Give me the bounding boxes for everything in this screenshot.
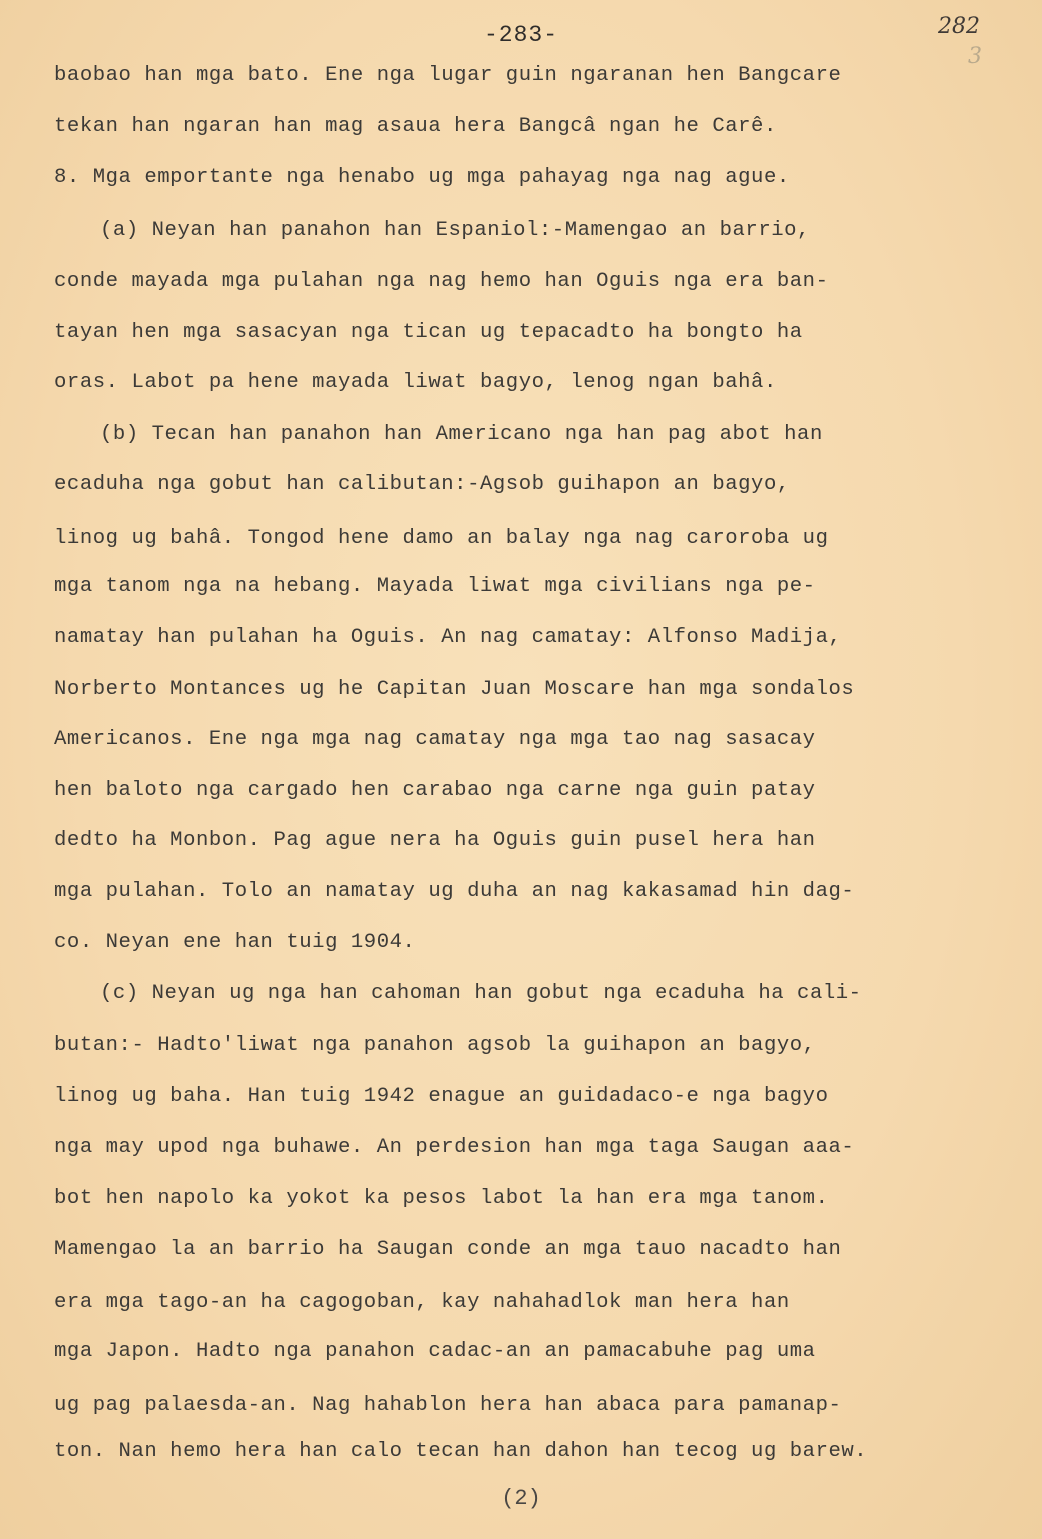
text-line: tayan hen mga sasacyan nga tican ug tepacadto ha bongto ha [54, 321, 803, 344]
text-line: tekan han ngaran han mag asaua hera Bangcâ ngan he Carê. [54, 115, 777, 138]
text-line: linog ug bahâ. Tongod hene damo an balay nga nag caroroba ug [54, 527, 829, 550]
text-line: hen baloto nga cargado hen carabao nga carne nga guin patay [54, 779, 816, 802]
text-line: nga may upod nga buhawe. An perdesion han mga taga Saugan aaa- [54, 1136, 855, 1159]
text-line: era mga tago-an ha cagogoban, kay nahahadlok man hera han [54, 1291, 790, 1314]
page-number: -283- [483, 22, 558, 48]
text-line-indented: (a) Neyan han panahon han Espaniol:-Mamengao an barrio, [100, 219, 810, 242]
text-line: Americanos. Ene nga mga nag camatay nga mga tao nag sasacay [54, 728, 816, 751]
text-line: linog ug baha. Han tuig 1942 enague an guidadaco-e nga bagyo [54, 1085, 829, 1108]
text-line: mga tanom nga na hebang. Mayada liwat mga civilians nga pe- [54, 575, 816, 598]
footer-page-number: (2) [501, 1486, 541, 1511]
text-line: bot hen napolo ka yokot ka pesos labot la han era mga tanom. [54, 1187, 829, 1210]
text-line: Norberto Montances ug he Capitan Juan Moscare han mga sondalos [54, 678, 855, 701]
text-line: butan:- Hadto'liwat nga panahon agsob la guihapon an bagyo, [54, 1034, 816, 1057]
text-line: mga Japon. Hadto nga panahon cadac-an an pamacabuhe pag uma [54, 1340, 816, 1363]
text-line: ecaduha nga gobut han calibutan:-Agsob guihapon an bagyo, [54, 473, 790, 496]
text-line: Mamengao la an barrio ha Saugan conde an mga tauo nacadto han [54, 1238, 842, 1261]
text-line: co. Neyan ene han tuig 1904. [54, 931, 416, 954]
text-line: oras. Labot pa hene mayada liwat bagyo, lenog ngan bahâ. [54, 371, 777, 394]
text-line: baobao han mga bato. Ene nga lugar guin ngaranan hen Bangcare [54, 64, 842, 87]
text-line: dedto ha Monbon. Pag ague nera ha Oguis guin pusel hera han [54, 829, 816, 852]
text-line: 8. Mga emportante nga henabo ug mga pahayag nga nag ague. [54, 166, 790, 189]
archive-number-sub-handwritten: 3 [968, 44, 982, 69]
text-line: mga pulahan. Tolo an namatay ug duha an nag kakasamad hin dag- [54, 880, 855, 903]
text-line-indented: (b) Tecan han panahon han Americano nga han pag abot han [100, 423, 823, 446]
text-line: conde mayada mga pulahan nga nag hemo han Oguis nga era ban- [54, 270, 829, 293]
text-line: ug pag palaesda-an. Nag hahablon hera han abaca para pamanap- [54, 1394, 842, 1417]
archive-number-handwritten: 282 [938, 14, 980, 39]
text-line: namatay han pulahan ha Oguis. An nag camatay: Alfonso Madija, [54, 626, 842, 649]
text-line-indented: (c) Neyan ug nga han cahoman han gobut nga ecaduha ha cali- [100, 982, 862, 1005]
text-line: ton. Nan hemo hera han calo tecan han dahon han tecog ug barew. [54, 1440, 868, 1463]
